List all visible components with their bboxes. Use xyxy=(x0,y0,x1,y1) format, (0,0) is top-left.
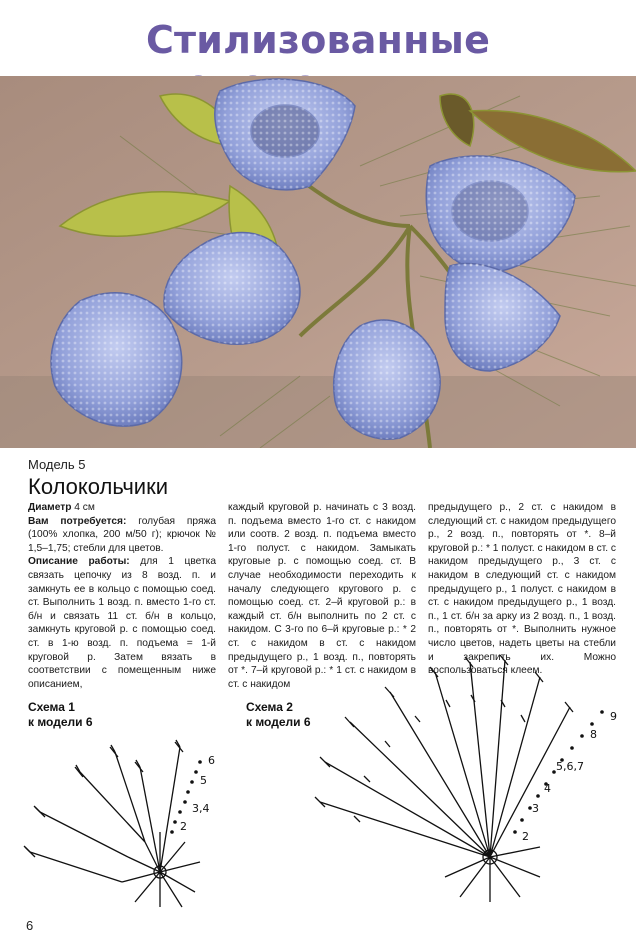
scheme-1-row-2: 2 xyxy=(180,820,187,833)
description-label: Описание работы: xyxy=(28,556,130,568)
scheme-2-row-5-6-7: 5,6,7 xyxy=(556,760,584,773)
scheme-2-subtitle: к модели 6 xyxy=(246,715,311,729)
materials-value: голубая пряжа (100% хлопка, 200 м/50 г); крючок № 1,5–1,75; стебли для цветов. xyxy=(28,515,216,554)
scheme-1-row-6: 6 xyxy=(208,754,215,767)
bellflower-photo xyxy=(0,76,636,448)
scheme-2-row-8: 8 xyxy=(590,728,597,741)
crochet-chart-1 xyxy=(10,712,230,912)
scheme-2-row-4: 4 xyxy=(544,782,551,795)
page-number: 6 xyxy=(26,918,34,933)
model-label: Модель 5 xyxy=(28,457,86,472)
scheme-1-row-5: 5 xyxy=(200,774,207,787)
diameter-label: Диаметр xyxy=(28,502,72,513)
text-column-3: предыдущего р., 2 ст. с накидом в следующий ст. с накидом предыдущего р., 2 возд. п., повторять от *. 8–й круговой р.: * 1 полуст. с накидом в ст. с накидом предыдущего р., 3 ст. с накидом в следующий ст. с накидом предыдущего р., 1 полуст. с накидом в ст. с накидом предыдущего р., 1 возд. п., 1 ст. б/н за арку из 2 возд. п., 1 возд. п., повторять от *. Выполнить нужное число цветов, надеть цветы на стебли и закрепить их. Можно воспользоваться клеем. xyxy=(428,502,616,677)
diameter-value: 4 см xyxy=(71,502,95,513)
scheme-2-row-3: 3 xyxy=(532,802,539,815)
scheme-2-row-2: 2 xyxy=(522,830,529,843)
text-column-1 xyxy=(28,501,216,691)
description-text: для 1 цветка связать цепочку из 8 возд. п. и замкнуть ее в кольцо с помощью соед. ст. Выполнить 1 возд. п. вместо 1-го ст. б/н и связать 11 ст. б/н в кольцо, замкнуть круговой р. с помощью соед. ст. в 1-ю возд. п. подъема = 1-й круговой р. Затем вязать в соответствии с помещенным ниже описанием, xyxy=(28,556,216,690)
materials-label: Вам потребуется: xyxy=(28,515,127,527)
page-title: Стилизованные xyxy=(145,18,491,62)
model-name: Колокольчики xyxy=(28,474,169,499)
text-column-2: каждый круговой р. начинать с 3 возд. п. подъема вместо 1-го ст. с накидом или соотв. 2 возд. п. подъема вместо 1-го полуст. с накидом. Замыкать круговые р. с помощью соед. ст. В случае необходимости переходить к началу следующего кругового р. с помощью соед. ст. 2–й круговой р.: в каждый ст. б/н выполнить по 2 ст. с накидом. С 3-го по 6–й круговые р.: * 2 ст. с накидом в ст. с накидом предыдущего р., 1 возд. п., повторять от *. 7–й круговой р.: * 1 ст. с накидом в ст. с накидом xyxy=(228,502,416,690)
crochet-chart-2 xyxy=(300,652,630,922)
scheme-2-row-9: 9 xyxy=(610,710,617,723)
scheme-2-title: Схема 2 xyxy=(246,700,293,714)
scheme-1-title: Схема 1 xyxy=(28,700,75,714)
scheme-1-subtitle: к модели 6 xyxy=(28,715,93,729)
scheme-1-row-3-4: 3,4 xyxy=(192,802,210,815)
